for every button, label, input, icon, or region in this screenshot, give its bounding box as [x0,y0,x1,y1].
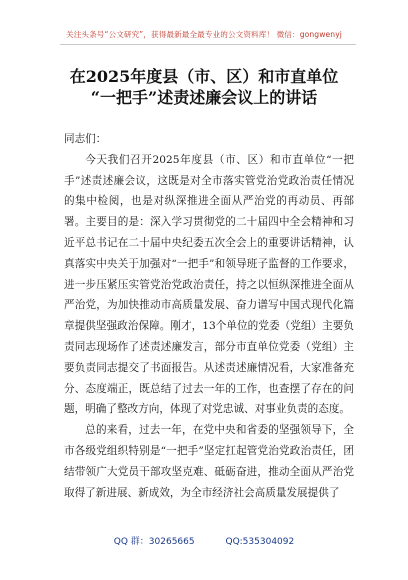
footer-qq-group: QQ 群：30265665 [113,537,195,547]
header-divider [60,44,356,45]
body-paragraph-1: 今天我们召开2025年度县（市、区）和市直单位“一把手”述责述廉会议，这既是对全市落实管党治党政治责任情况的集中检阅，也是对纵深推进全面从严治党的再动员、再部署。主要目的是：深入学习贯彻党的二十届四中全会精神和习近平总书记在二十届中央纪委五次全会上的重要讲话精神，认真落实中央关于加强对“一把手”和领导班子监督的工作要求，进一步压紧压实管党治党政治责任，持之以恒纵深推进全面从严治党，为加快推动市高质量发展、奋力谱写中国式现代化篇章提供坚强政治保障。刚才，13个单位的党委（党组）主要负责同志现场作了述责述廉发言，部分市直单位党委（党组）主要负责同志提交了书面报告。从述责述廉情况看，大家准备充分、态度端正，既总结了过去一年的工作，也查摆了存在的问题，明确了整改方向，体现了对党忠诚、对事业负责的态度。 [64,153,354,416]
footer-contacts [0,534,408,547]
document-body [64,129,354,503]
footer-qq-number: QQ:535304092 [225,537,295,547]
salutation: 同志们： [64,133,107,145]
header-promo-note: 关注头条号“公文研究”，获得最新最全最专业的公文资料库！ 微信：gongwenyj [66,30,342,39]
body-paragraph-2: 总的来看，过去一年，在党中央和省委的坚强领导下，全市各级党组织特别是“一把手”坚定扛起管党治党政治责任，团结带领广大党员干部攻坚克难、砥砺奋进，推动全面从严治党取得了新进展、新成效，为全市经济社会高质量发展提供了 [64,424,354,499]
document-title-line-1: 在2025年度县（市、区）和市直单位 [69,67,339,86]
document-title-line-2: “一把手”述责述廉会议上的讲话 [90,88,318,107]
